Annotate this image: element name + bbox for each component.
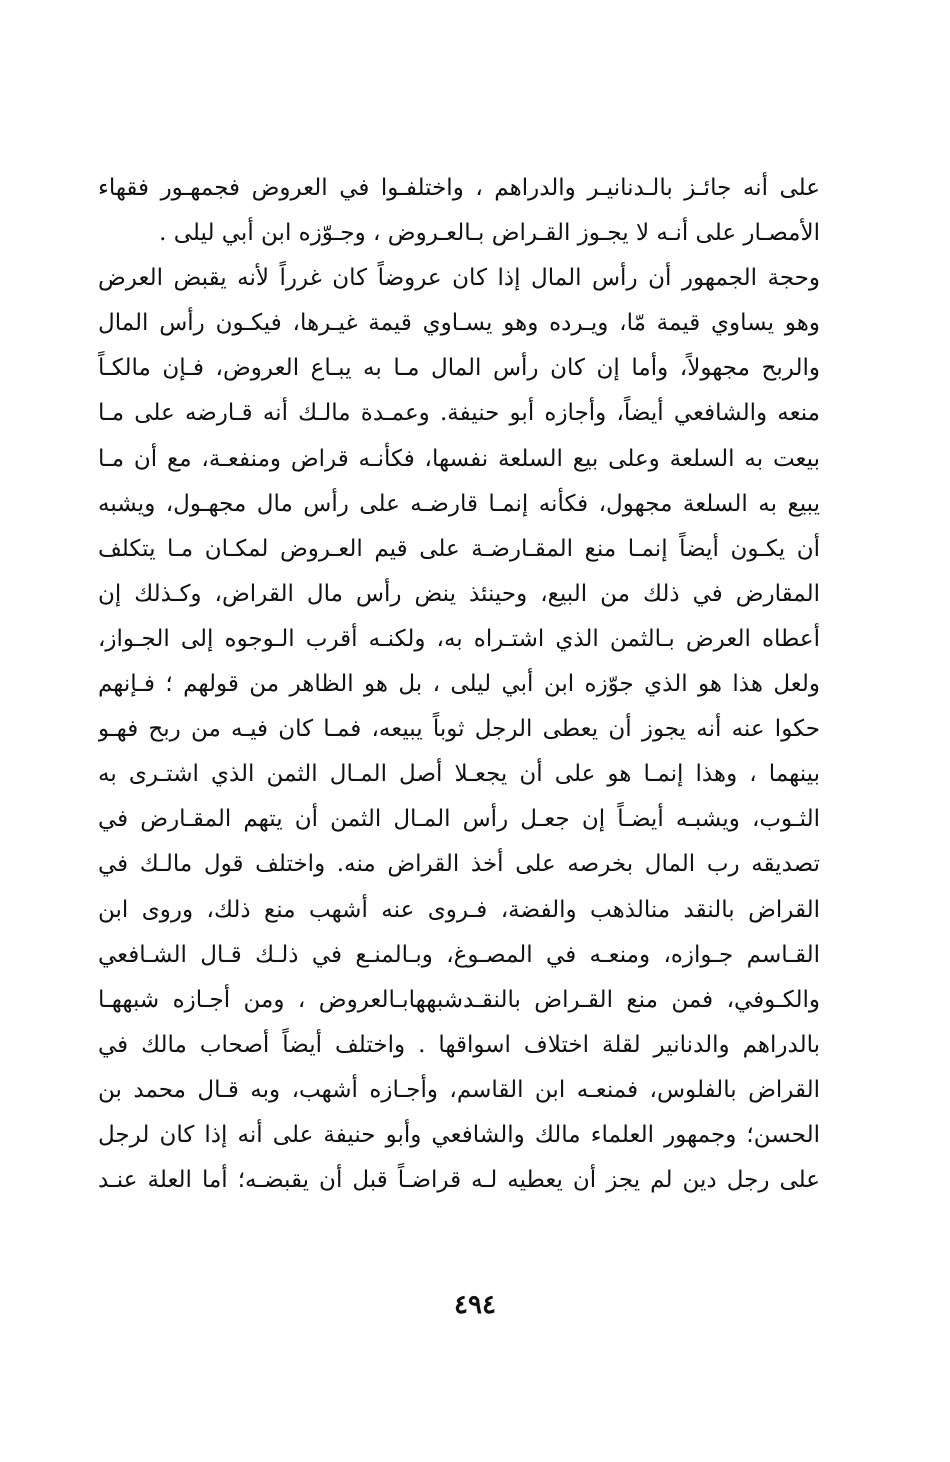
text-line: القراض بالفلوس، فمنعـه ابن القاسم، وأجـازه أشهب، وبه قـال محمد بن [98,1076,820,1103]
text-line: على رجل دين لم يجز أن يعطيه لـه قراضـاً قبل أن يقبضـه؛ أما العلة عنـد [98,1167,820,1194]
text-line: يبيع به السلعة مجهول، فكأنه إنمـا قارضـه على رأس مال مجهـول، ويشبه [98,490,820,517]
page-number: ٤٩٤ [454,1290,496,1320]
text-line: وهو يساوي قيمة مّا، ويـرده وهو يسـاوي قيمة غيـرها، فيكـون رأس المال [98,310,820,337]
text-line: تصديقه رب المال بخرصه على أخذ القراض منه. واختلف قول مالـك في [98,851,820,878]
text-line: ولعل هذا هو الذي جوّزه ابن أبي ليلى ، بل هو الظاهر من قولهم ؛ فـإنهم [98,671,820,698]
text-line: أعطاه العرض بـالثمن الذي اشتـراه به، ولكنـه أقرب الـوجوه إلى الجـواز، [98,625,820,652]
text-line: حكوا عنه أنه يجوز أن يعطى الرجل ثوباً يبيعه، فمـا كان فيـه من ربح فهـو [98,716,820,743]
text-line: والكـوفي، فمن منع القـراض بالنقـدشبههابـالعروض ، ومن أجـازه شبههـا [98,986,820,1013]
text-line: القـاسم جـوازه، ومنعـه في المصـوغ، وبـالمنـع في ذلـك قـال الشـافعي [98,941,820,968]
text-line: الثـوب، ويشبـه أيضـاً إن جعـل رأس المـال الثمن أن يتهم المقـارض في [98,806,820,833]
text-line: بينهما ، وهذا إنمـا هو على أن يجعـلا أصل المـال الثمن الذي اشتـرى به [98,761,820,788]
text-line: منعه والشافعي أيضاً، وأجازه أبو حنيفة. وعمـدة مالـك أنه قـارضه على مـا [98,400,820,427]
text-line: المقارض في ذلك من البيع، وحينئذ ينض رأس مال القراض، وكـذلك إن [98,580,820,607]
text-line: على أنه جائـز بالـدنانيـر والدراهم ، واختلفـوا في العروض فجمهـور فقهاء [98,175,820,201]
text-line: والربح مجهولاً، وأما إن كان رأس المال مـا به يبـاع العروض، فـإن مالكـاً [98,355,820,382]
text-line: الأمصـار على أنـه لا يجـوز القـراض بـالعـروض ، وجـوّزه ابن أبي ليلى . [159,220,820,247]
text-line: الحسن؛ وجمهور العلماء مالك والشافعي وأبو حنيفة على أنه إذا كان لرجل [98,1121,820,1148]
text-line: بالدراهم والدنانير لقلة اختلاف اسواقها . واختلف أيضاً أصحاب مالك في [98,1031,820,1058]
body-text [98,166,820,1203]
text-line: وحجة الجمهور أن رأس المال إذا كان عروضاً كان غرراً لأنه يقبض العرض [98,265,820,292]
text-line: أن يكـون أيضاً إنمـا منع المقـارضـة على قيم العـروض لمكـان مـا يتكلف [98,535,820,562]
text-line: القراض بالنقد منالذهب والفضة، فـروى عنه أشهب منع ذلك، وروى ابن [98,896,820,923]
text-line: بيعت به السلعة وعلى بيع السلعة نفسها، فكأنـه قراض ومنفعـة، مع أن مـا [98,445,820,472]
